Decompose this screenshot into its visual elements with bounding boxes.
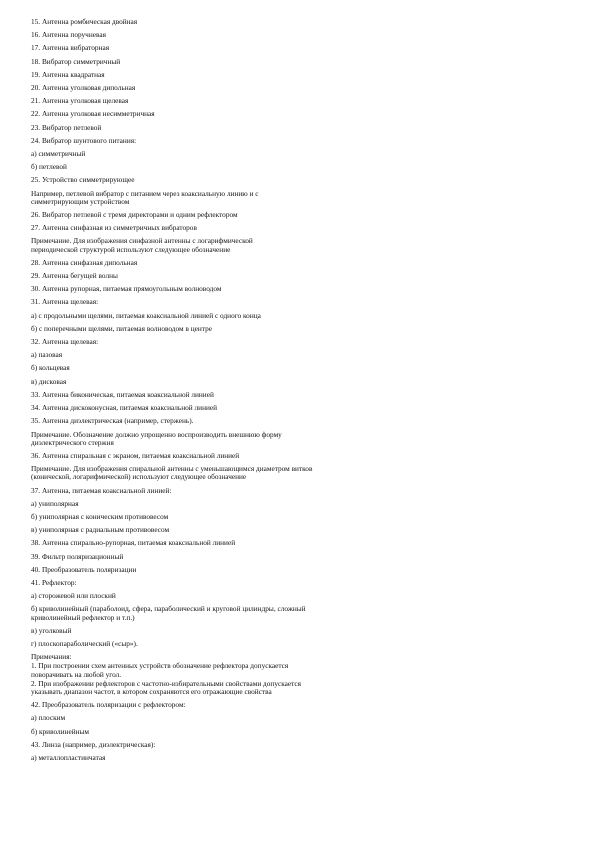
item-35: 35. Антенна диэлектрическая (например, стержень). (31, 416, 194, 426)
item-31: 31. Антенна щелевая: (31, 297, 99, 307)
note-1: 1. При построении схем антенных устройств обозначение рефлектора допускается поворачивать на любой угол. (31, 661, 289, 679)
item-25-example: Например, петлевой вибратор с питанием через коаксиальную линию и с симметрирующим устройством (31, 188, 259, 206)
item-31a: а) с продольными щелями, питаемая коаксиальной линией с одного конца (31, 310, 261, 320)
item-34: 34. Антенна дискоконусная, питаемая коаксиальной линией (31, 403, 218, 413)
item-41b: б) криволинейный (параболоид, сфера, параболический и круговой цилиндры, сложный криволинейный рефлектор и т.п.) (31, 604, 306, 622)
item-31b: б) с поперечными щелями, питаемая волноводом в центре (31, 323, 212, 333)
item-28: 28. Антенна синфазная дипольная (31, 257, 138, 267)
item-15: 15. Антенна ромбическая двойная (31, 17, 138, 26)
item-37b: б) униполярная с коническим противовесом (31, 511, 169, 521)
item-25: 25. Устройство симметрирующее (31, 175, 135, 185)
item-41c: в) уголковый (31, 625, 72, 635)
note-2: 2. При изображении рефлекторов с частотно-избирательными свойствами допускается указывать диапазон частот, в котором сохраняются его отражающие свойства (31, 678, 301, 696)
item-39: 39. Фильтр поляризационный (31, 551, 124, 561)
item-22: 22. Антенна уголковая несимметричная (31, 109, 155, 119)
item-23: 23. Вибратор петлевой (31, 122, 102, 132)
item-38: 38. Антенна спирально-рупорная, питаемая коаксиальной линией (31, 538, 236, 548)
item-24: 24. Вибратор шунтового питания: (31, 135, 137, 145)
item-35-note: Примечание. Обозначение должно упрощенно воспроизводить внешнюю форму диэлектрического стержня (31, 429, 282, 447)
item-32b: б) кольцевая (31, 363, 70, 373)
item-27-note: Примечание. Для изображения синфазной антенны с логарифмической периодической структурой используют следующее обозначение (31, 236, 253, 254)
item-33: 33. Антенна биконическая, питаемая коаксиальной линией (31, 389, 214, 399)
item-37c: в) униполярная с радиальным противовесом (31, 525, 170, 535)
item-30: 30. Антенна рупорная, питаемая прямоугольным волноводом (31, 284, 222, 294)
item-37a: а) униполярная (31, 498, 79, 508)
notes-heading: Примечания: (31, 652, 72, 662)
item-17: 17. Антенна вибраторная (31, 43, 110, 53)
item-41d: г) плоскопараболический («сыр»). (31, 638, 138, 648)
item-26: 26. Вибратор петлевой с тремя директорами и одним рефлектором (31, 210, 238, 220)
item-42: 42. Преобразователь поляризации с рефлектором: (31, 700, 186, 710)
item-27: 27. Антенна синфазная из симметричных вибраторов (31, 223, 197, 233)
item-32c: в) дисковая (31, 376, 67, 386)
item-37: 37. Антенна, питаемая коаксиальной линией: (31, 485, 172, 495)
item-18: 18. Вибратор симметричный (31, 56, 121, 66)
document-page (31, 18, 571, 767)
item-36: 36. Антенна спиральная с экраном, питаемая коаксиальной линией (31, 450, 240, 460)
item-41a: а) сторожевой или плоский (31, 591, 116, 601)
item-16: 16. Антенна поручневая (31, 30, 106, 40)
item-42b: б) криволинейным (31, 726, 90, 736)
item-32a: а) пазовая (31, 350, 63, 360)
item-40: 40. Преобразователь поляризации (31, 564, 137, 574)
item-29: 29. Антенна бегущей волны (31, 271, 118, 281)
item-20: 20. Антенна уголковая дипольная (31, 83, 136, 93)
item-21: 21. Антенна уголковая щелевая (31, 96, 129, 106)
item-36-note: Примечание. Для изображения спиральной антенны с уменьшающимся диаметром витков (конической, логарифмической) используют следующее обозначение (31, 464, 313, 482)
item-43: 43. Линза (например, диэлектрическая): (31, 739, 156, 749)
item-43a: а) металлопластинчатая (31, 752, 106, 762)
item-24a: а) симметричный (31, 149, 86, 159)
item-42a: а) плоским (31, 713, 66, 723)
item-32: 32. Антенна щелевая: (31, 337, 99, 347)
item-41: 41. Рефлектор: (31, 577, 77, 587)
item-19: 19. Антенна квадратная (31, 69, 105, 79)
item-24b: б) петлевой (31, 162, 67, 172)
